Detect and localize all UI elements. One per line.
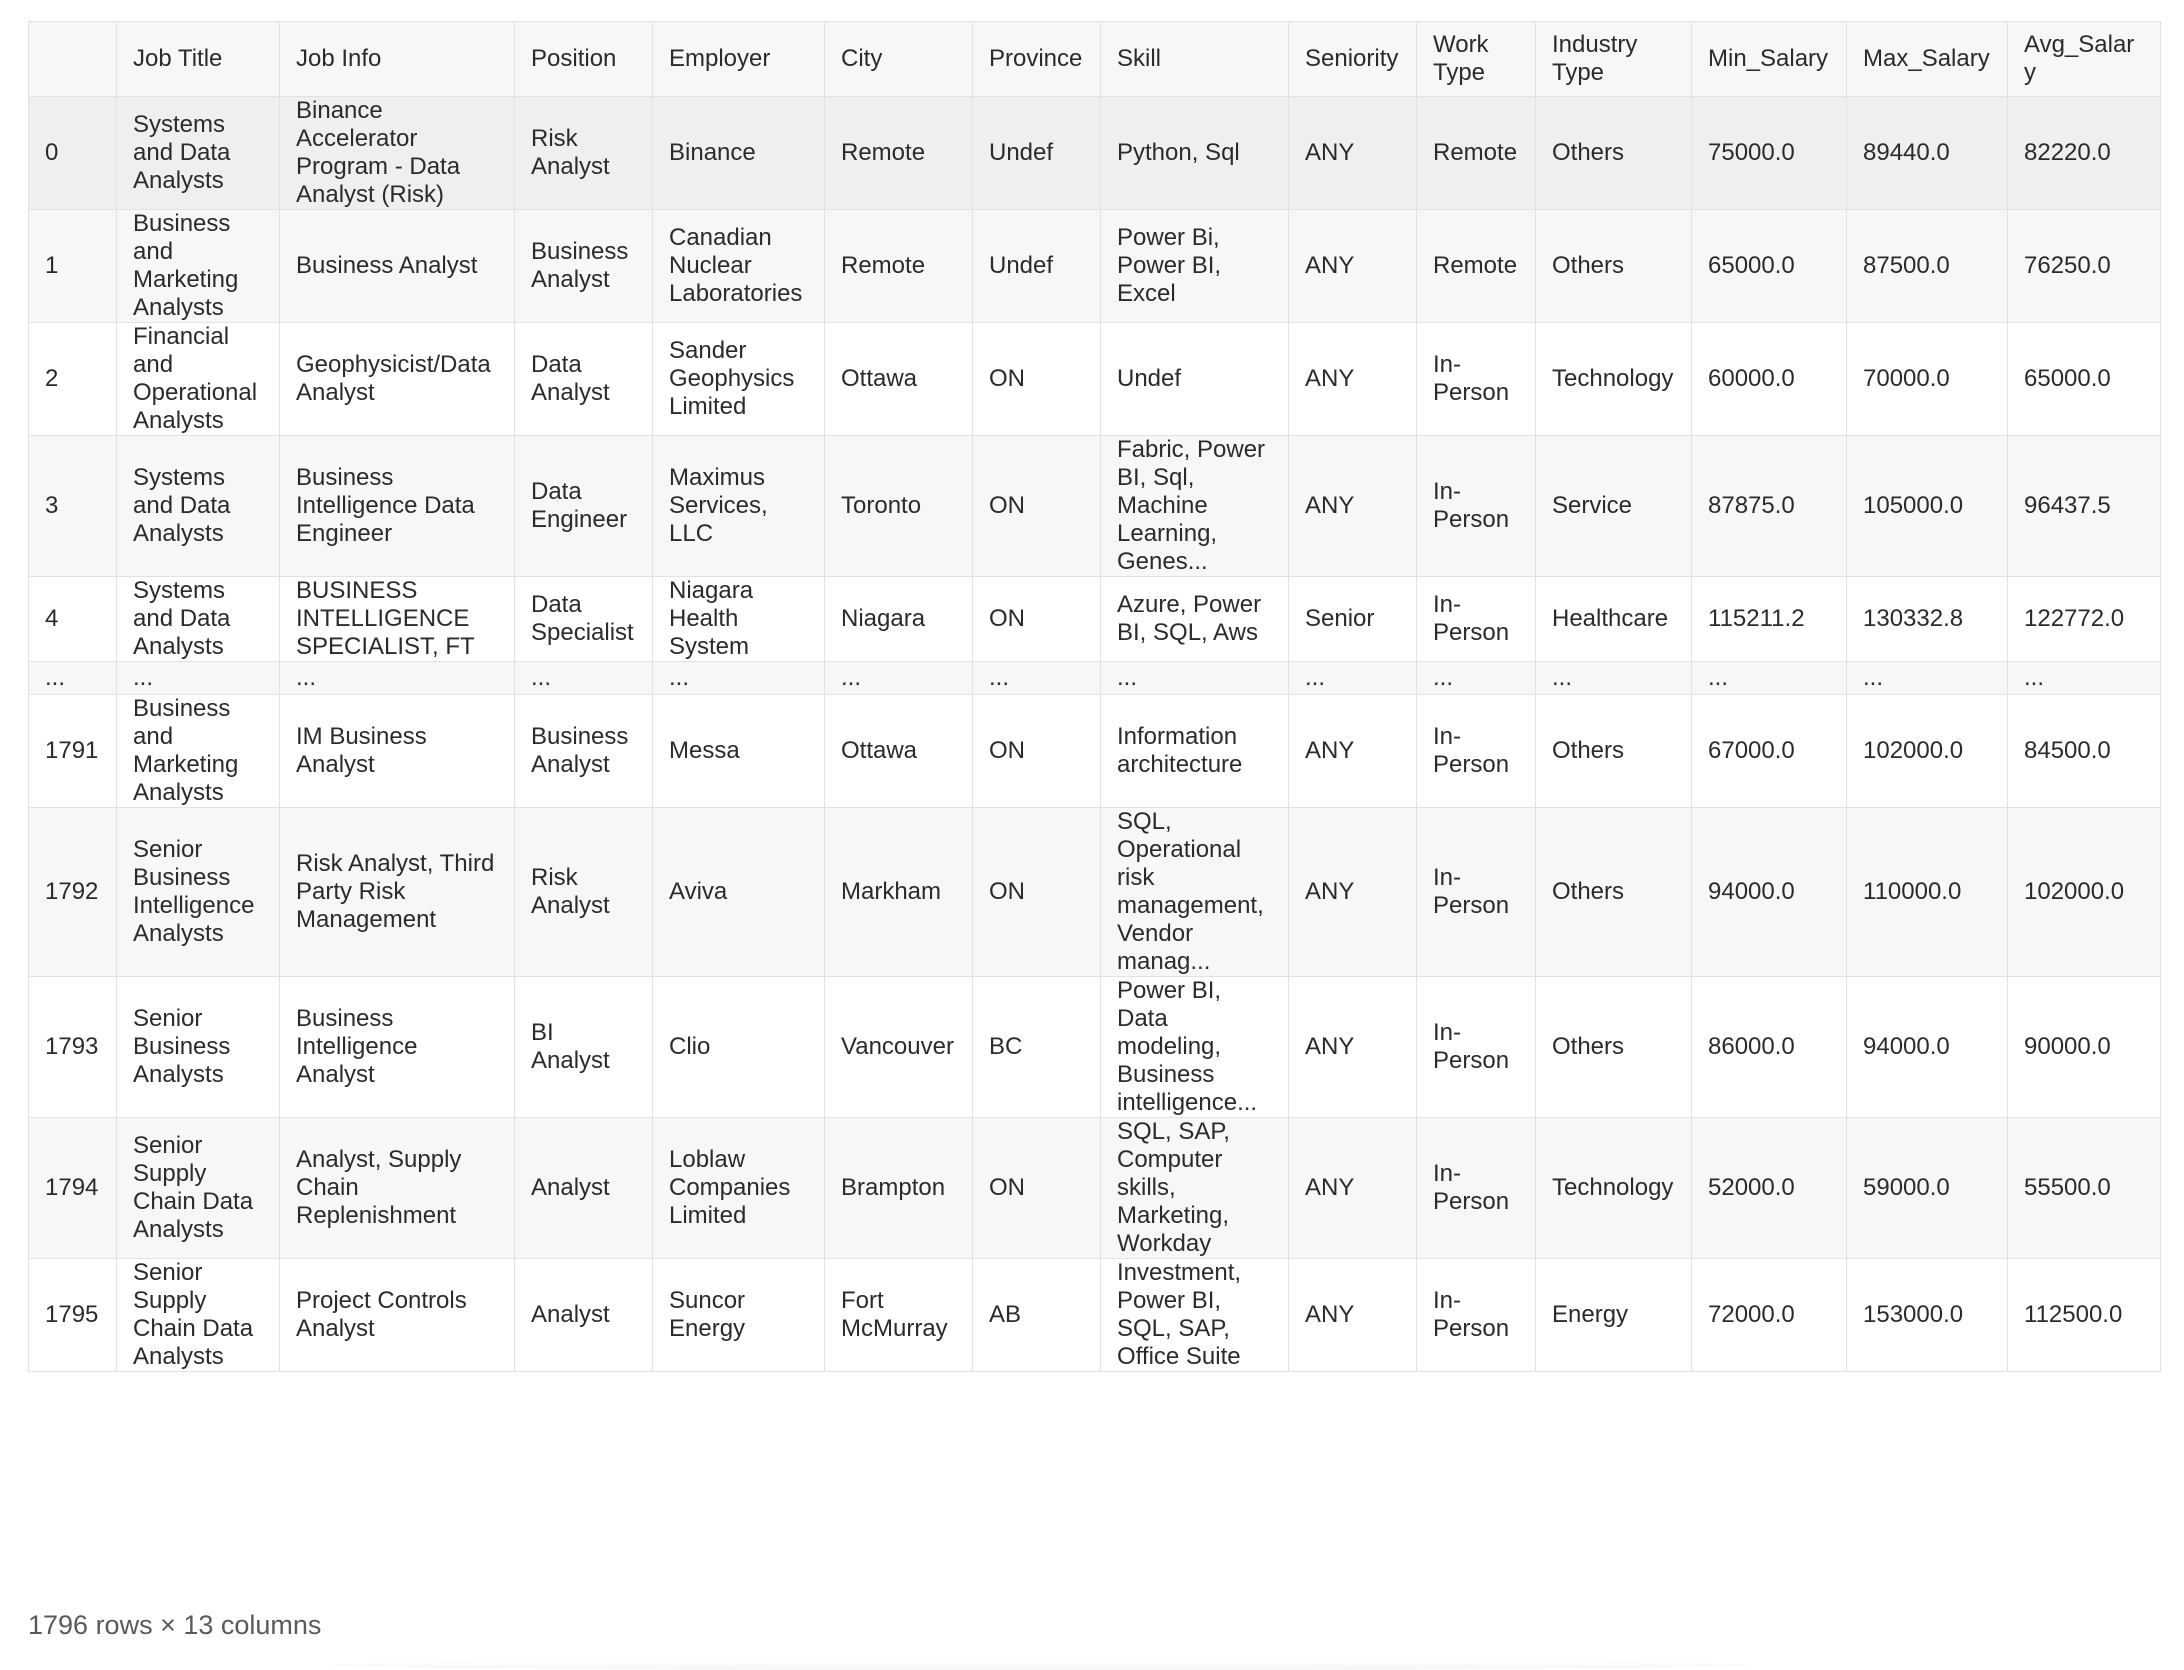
- table-cell: BUSINESS INTELLIGENCE SPECIALIST, FT: [280, 577, 515, 662]
- table-cell: ANY: [1289, 1259, 1417, 1372]
- table-cell: ANY: [1289, 323, 1417, 436]
- table-cell: 89440.0: [1847, 97, 2008, 210]
- table-cell: ...: [825, 662, 973, 695]
- table-row: [29, 1118, 2161, 1259]
- row-index-cell: 4: [29, 577, 117, 662]
- table-cell: In-Person: [1417, 977, 1536, 1118]
- table-cell: 52000.0: [1692, 1118, 1847, 1259]
- column-header: Job Title: [117, 22, 280, 97]
- table-cell: IM Business Analyst: [280, 695, 515, 808]
- table-cell: Aviva: [653, 808, 825, 977]
- table-cell: In-Person: [1417, 695, 1536, 808]
- row-index-cell: 1793: [29, 977, 117, 1118]
- table-cell: Systems and Data Analysts: [117, 436, 280, 577]
- table-cell: Power BI, Data modeling, Business intelligence...: [1101, 977, 1289, 1118]
- table-cell: Fort McMurray: [825, 1259, 973, 1372]
- table-cell: ...: [1692, 662, 1847, 695]
- table-cell: 102000.0: [1847, 695, 2008, 808]
- row-index-cell: 3: [29, 436, 117, 577]
- table-cell: Technology: [1536, 323, 1692, 436]
- dataframe-shape-caption: 1796 rows × 13 columns: [28, 1610, 322, 1640]
- table-cell: Senior Supply Chain Data Analysts: [117, 1118, 280, 1259]
- table-cell: Senior Business Intelligence Analysts: [117, 808, 280, 977]
- table-cell: Technology: [1536, 1118, 1692, 1259]
- table-cell: In-Person: [1417, 808, 1536, 977]
- table-cell: Risk Analyst, Third Party Risk Management: [280, 808, 515, 977]
- table-cell: 60000.0: [1692, 323, 1847, 436]
- table-cell: Others: [1536, 977, 1692, 1118]
- table-cell: Python, Sql: [1101, 97, 1289, 210]
- table-cell: Fabric, Power BI, Sql, Machine Learning, Genes...: [1101, 436, 1289, 577]
- table-cell: ...: [1289, 662, 1417, 695]
- column-header: Job Info: [280, 22, 515, 97]
- table-cell: Toronto: [825, 436, 973, 577]
- table-cell: Azure, Power BI, SQL, Aws: [1101, 577, 1289, 662]
- table-cell: Business Analyst: [515, 695, 653, 808]
- table-cell: 90000.0: [2008, 977, 2161, 1118]
- column-header: Seniority: [1289, 22, 1417, 97]
- table-cell: Service: [1536, 436, 1692, 577]
- column-header: Avg_Salary: [2008, 22, 2161, 97]
- table-cell: 59000.0: [1847, 1118, 2008, 1259]
- table-cell: ON: [973, 695, 1101, 808]
- table-cell: Business Analyst: [515, 210, 653, 323]
- table-cell: Geophysicist/Data Analyst: [280, 323, 515, 436]
- table-cell: 55500.0: [2008, 1118, 2161, 1259]
- column-header: City: [825, 22, 973, 97]
- table-cell: ...: [515, 662, 653, 695]
- table-row: [29, 577, 2161, 662]
- table-cell: ANY: [1289, 695, 1417, 808]
- table-cell: ON: [973, 323, 1101, 436]
- table-cell: BI Analyst: [515, 977, 653, 1118]
- table-cell: Ottawa: [825, 695, 973, 808]
- table-cell: 76250.0: [2008, 210, 2161, 323]
- table-cell: Business and Marketing Analysts: [117, 695, 280, 808]
- table-cell: ...: [2008, 662, 2161, 695]
- table-cell: Systems and Data Analysts: [117, 577, 280, 662]
- table-cell: ANY: [1289, 808, 1417, 977]
- table-cell: 86000.0: [1692, 977, 1847, 1118]
- column-header: Employer: [653, 22, 825, 97]
- table-cell: In-Person: [1417, 436, 1536, 577]
- table-cell: 82220.0: [2008, 97, 2161, 210]
- table-cell: 96437.5: [2008, 436, 2161, 577]
- table-cell: Project Controls Analyst: [280, 1259, 515, 1372]
- table-cell: Data Engineer: [515, 436, 653, 577]
- table-cell: 65000.0: [1692, 210, 1847, 323]
- table-cell: 130332.8: [1847, 577, 2008, 662]
- dataframe-table: [28, 21, 2161, 1372]
- table-cell: 94000.0: [1847, 977, 2008, 1118]
- table-cell: Business Analyst: [280, 210, 515, 323]
- table-cell: Systems and Data Analysts: [117, 97, 280, 210]
- ellipsis-row: [29, 662, 2161, 695]
- table-cell: Senior Business Analysts: [117, 977, 280, 1118]
- row-index-cell: 1792: [29, 808, 117, 977]
- row-index-cell: 1: [29, 210, 117, 323]
- table-cell: Business and Marketing Analysts: [117, 210, 280, 323]
- scroll-shadow: [330, 1660, 1750, 1670]
- table-cell: Remote: [825, 97, 973, 210]
- table-cell: 153000.0: [1847, 1259, 2008, 1372]
- column-header: Position: [515, 22, 653, 97]
- table-cell: Data Specialist: [515, 577, 653, 662]
- table-cell: 112500.0: [2008, 1259, 2161, 1372]
- table-cell: Data Analyst: [515, 323, 653, 436]
- table-cell: Others: [1536, 695, 1692, 808]
- table-cell: Senior Supply Chain Data Analysts: [117, 1259, 280, 1372]
- table-cell: Risk Analyst: [515, 97, 653, 210]
- table-cell: In-Person: [1417, 577, 1536, 662]
- table-cell: Undef: [1101, 323, 1289, 436]
- table-cell: 87875.0: [1692, 436, 1847, 577]
- table-cell: 87500.0: [1847, 210, 2008, 323]
- table-row: [29, 808, 2161, 977]
- row-index-cell: 2: [29, 323, 117, 436]
- table-cell: Financial and Operational Analysts: [117, 323, 280, 436]
- column-header: Skill: [1101, 22, 1289, 97]
- table-row: [29, 210, 2161, 323]
- table-cell: Power Bi, Power BI, Excel: [1101, 210, 1289, 323]
- table-cell: 115211.2: [1692, 577, 1847, 662]
- row-index-cell: 1791: [29, 695, 117, 808]
- table-cell: In-Person: [1417, 1259, 1536, 1372]
- column-header: Province: [973, 22, 1101, 97]
- table-cell: Business Intelligence Analyst: [280, 977, 515, 1118]
- table-cell: ON: [973, 577, 1101, 662]
- table-cell: Sander Geophysics Limited: [653, 323, 825, 436]
- table-row: [29, 977, 2161, 1118]
- table-cell: SQL, SAP, Computer skills, Marketing, Workday: [1101, 1118, 1289, 1259]
- table-cell: 102000.0: [2008, 808, 2161, 977]
- table-cell: AB: [973, 1259, 1101, 1372]
- table-cell: ...: [1101, 662, 1289, 695]
- row-index-cell: 1794: [29, 1118, 117, 1259]
- table-cell: Others: [1536, 808, 1692, 977]
- table-cell: ...: [117, 662, 280, 695]
- table-cell: Vancouver: [825, 977, 973, 1118]
- table-cell: Others: [1536, 210, 1692, 323]
- column-header: Max_Salary: [1847, 22, 2008, 97]
- table-cell: Loblaw Companies Limited: [653, 1118, 825, 1259]
- table-cell: Analyst, Supply Chain Replenishment: [280, 1118, 515, 1259]
- table-cell: Canadian Nuclear Laboratories: [653, 210, 825, 323]
- table-cell: Remote: [1417, 210, 1536, 323]
- table-cell: ...: [1847, 662, 2008, 695]
- table-row: [29, 97, 2161, 210]
- table-cell: Business Intelligence Data Engineer: [280, 436, 515, 577]
- table-cell: Niagara Health System: [653, 577, 825, 662]
- table-cell: 105000.0: [1847, 436, 2008, 577]
- table-cell: Ottawa: [825, 323, 973, 436]
- table-cell: BC: [973, 977, 1101, 1118]
- table-cell: Analyst: [515, 1118, 653, 1259]
- table-cell: Risk Analyst: [515, 808, 653, 977]
- table-cell: Maximus Services, LLC: [653, 436, 825, 577]
- column-header: Industry Type: [1536, 22, 1692, 97]
- table-cell: ...: [1536, 662, 1692, 695]
- table-cell: Investment, Power BI, SQL, SAP, Office Suite: [1101, 1259, 1289, 1372]
- table-cell: Undef: [973, 97, 1101, 210]
- table-cell: ANY: [1289, 1118, 1417, 1259]
- table-cell: 75000.0: [1692, 97, 1847, 210]
- row-index-cell: 1795: [29, 1259, 117, 1372]
- table-cell: In-Person: [1417, 1118, 1536, 1259]
- table-row: [29, 695, 2161, 808]
- column-header: Work Type: [1417, 22, 1536, 97]
- table-cell: Niagara: [825, 577, 973, 662]
- row-index-cell: 0: [29, 97, 117, 210]
- table-cell: Undef: [973, 210, 1101, 323]
- table-cell: Brampton: [825, 1118, 973, 1259]
- table-cell: ...: [1417, 662, 1536, 695]
- table-row: [29, 436, 2161, 577]
- table-cell: 72000.0: [1692, 1259, 1847, 1372]
- table-header: [29, 22, 2161, 97]
- table-cell: Clio: [653, 977, 825, 1118]
- column-header: Min_Salary: [1692, 22, 1847, 97]
- table-cell: SQL, Operational risk management, Vendor manag...: [1101, 808, 1289, 977]
- table-cell: ...: [280, 662, 515, 695]
- header-row: [29, 22, 2161, 97]
- table-cell: 122772.0: [2008, 577, 2161, 662]
- table-cell: ...: [973, 662, 1101, 695]
- table-cell: ANY: [1289, 210, 1417, 323]
- table-cell: 65000.0: [2008, 323, 2161, 436]
- table-cell: 110000.0: [1847, 808, 2008, 977]
- column-header-index: [29, 22, 117, 97]
- table-cell: ANY: [1289, 436, 1417, 577]
- dataframe-output: [28, 21, 2160, 1372]
- table-body: [29, 97, 2161, 1372]
- table-cell: 70000.0: [1847, 323, 2008, 436]
- table-cell: Healthcare: [1536, 577, 1692, 662]
- table-cell: Analyst: [515, 1259, 653, 1372]
- table-cell: ON: [973, 808, 1101, 977]
- table-cell: ...: [653, 662, 825, 695]
- table-cell: ANY: [1289, 977, 1417, 1118]
- table-cell: ON: [973, 1118, 1101, 1259]
- table-cell: Suncor Energy: [653, 1259, 825, 1372]
- table-cell: Binance: [653, 97, 825, 210]
- table-cell: 94000.0: [1692, 808, 1847, 977]
- table-cell: ANY: [1289, 97, 1417, 210]
- table-cell: Markham: [825, 808, 973, 977]
- table-cell: Binance Accelerator Program - Data Analyst (Risk): [280, 97, 515, 210]
- table-cell: ON: [973, 436, 1101, 577]
- table-cell: Energy: [1536, 1259, 1692, 1372]
- table-cell: 84500.0: [2008, 695, 2161, 808]
- table-cell: 67000.0: [1692, 695, 1847, 808]
- table-cell: Others: [1536, 97, 1692, 210]
- table-row: [29, 1259, 2161, 1372]
- table-cell: Remote: [825, 210, 973, 323]
- table-cell: In-Person: [1417, 323, 1536, 436]
- table-cell: Information architecture: [1101, 695, 1289, 808]
- table-row: [29, 323, 2161, 436]
- table-cell: Remote: [1417, 97, 1536, 210]
- table-cell: Senior: [1289, 577, 1417, 662]
- row-index-cell: ...: [29, 662, 117, 695]
- table-cell: Messa: [653, 695, 825, 808]
